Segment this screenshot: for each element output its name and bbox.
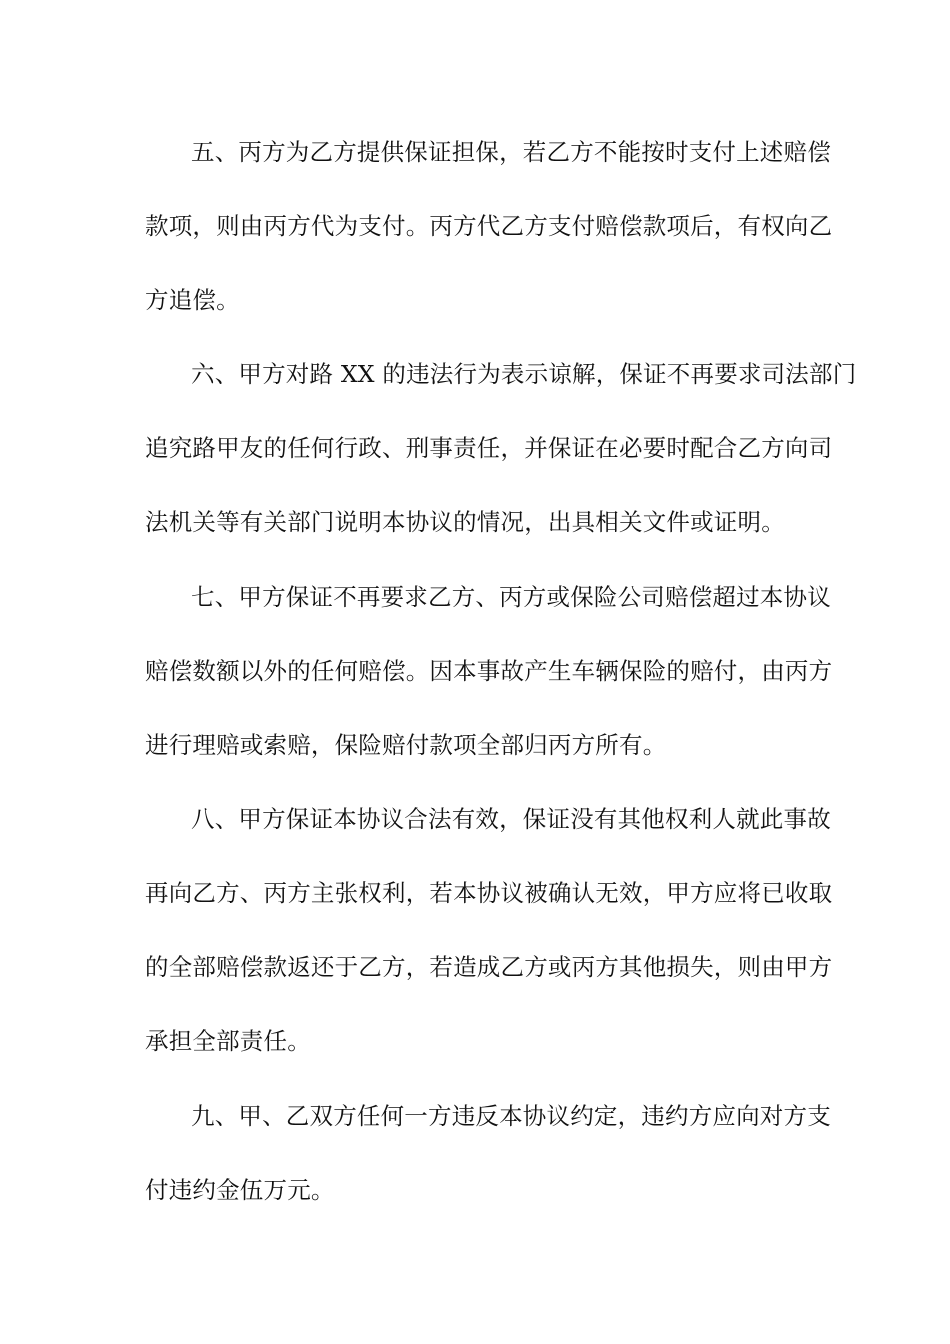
clause-9-line-2: 付违约金伍万元。 bbox=[145, 1176, 335, 1204]
clause-7-line-1: 七、甲方保证不再要求乙方、丙方或保险公司赔偿超过本协议 bbox=[191, 583, 831, 611]
clause-8-line-3: 的全部赔偿款返还于乙方，若造成乙方或丙方其他损失，则由甲方 bbox=[145, 953, 833, 981]
clause-5-line-2: 款项，则由丙方代为支付。丙方代乙方支付赔偿款项后，有权向乙 bbox=[145, 212, 833, 240]
clause-5-line-3: 方追偿。 bbox=[145, 286, 240, 314]
clause-7-line-2: 赔偿数额以外的任何赔偿。因本事故产生车辆保险的赔付，由丙方 bbox=[145, 657, 833, 685]
clause-9-line-1: 九、甲、乙双方任何一方违反本协议约定，违约方应向对方支 bbox=[191, 1102, 831, 1130]
clause-8-line-2: 再向乙方、丙方主张权利，若本协议被确认无效，甲方应将已收取 bbox=[145, 879, 833, 907]
clause-6-line-2: 追究路甲友的任何行政、刑事责任，并保证在必要时配合乙方向司 bbox=[145, 434, 833, 462]
clause-6-line-1: 六、甲方对路 XX 的违法行为表示谅解，保证不再要求司法部门 bbox=[191, 360, 857, 388]
clause-7-line-3: 进行理赔或索赔，保险赔付款项全部归丙方所有。 bbox=[145, 731, 667, 759]
clause-8-line-4: 承担全部责任。 bbox=[145, 1027, 311, 1055]
clause-6-line-3: 法机关等有关部门说明本协议的情况，出具相关文件或证明。 bbox=[145, 508, 785, 536]
clause-8-line-1: 八、甲方保证本协议合法有效，保证没有其他权利人就此事故 bbox=[191, 805, 831, 833]
clause-5-line-1: 五、丙方为乙方提供保证担保，若乙方不能按时支付上述赔偿 bbox=[191, 138, 831, 166]
